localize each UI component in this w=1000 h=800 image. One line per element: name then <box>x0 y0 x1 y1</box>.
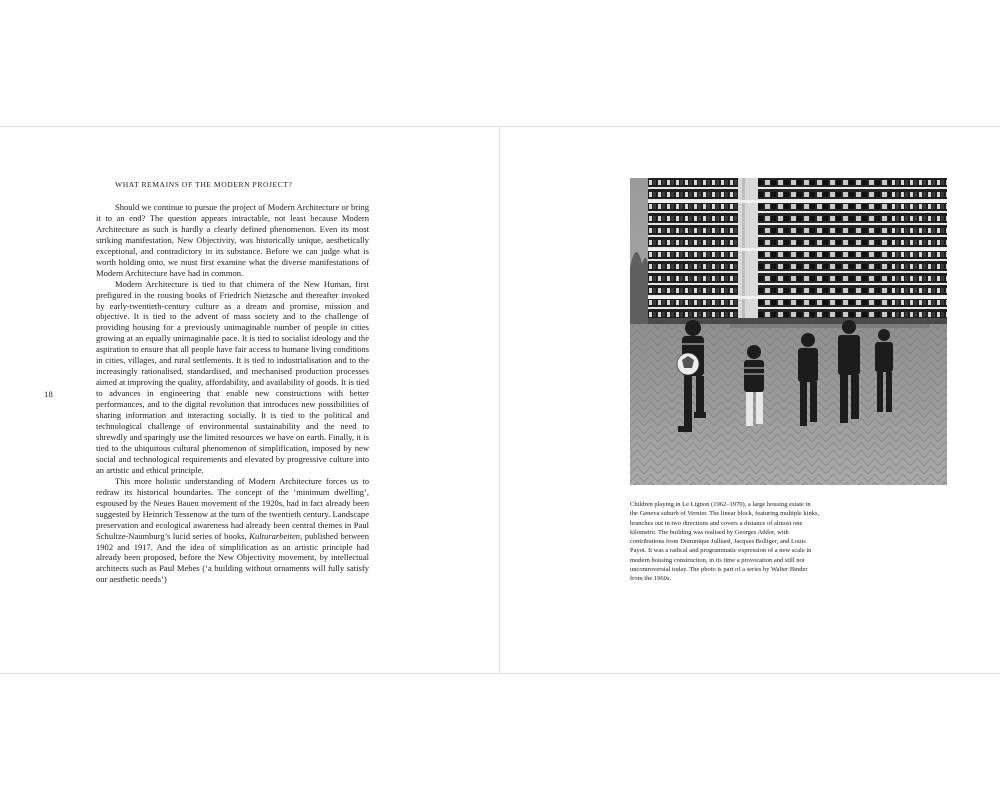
paragraph-2: Modern Architecture is tied to that chimera of the New Human, first prefigured in the rousing books of Friedrich Nietzsche and thereafter invoked by early-twentieth-century culture as a dream and promise, mission and objective. It is tied to the advent of mass society and to the challenge of providing housing for a previously unimaginable number of people in cities growing at an equally unimaginable pace. It is tied to socialist ideology and the aspiration to ensure that all people have fair access to humane living conditions in cities, villages, and rural settlements. It is tied to industrialisation and to the increasingly rationalised, standardised, and mechanised production processes aimed at improving the quality, affordability, and availability of goods. It is tied to advances in engineering that enable new constructions with better performances, and to the digital revolution that introduces new possibilities of sharing information and interacting socially. It is tied to the political and technological challenge of environmental sustainability and the need to shrewdly and sparingly use the limited resources we have on earth. Finally, it is tied to the ubiquitous cultural phenomenon of simplification, imposed by new social and technological requirements and elevated by progressive culture into an artistic and ethical principle. <box>96 278 369 475</box>
paragraph-1: Should we continue to pursue the project of Modern Architecture or bring it to an end? The question appears intractable, not least because Modern Architecture as such is hardly a clearly defined phenomenon. Even its most striking manifestation, New Objectivity, was historically unique, aesthetically exceptional, and contradictory in its substance. Before we can judge what is worth holding onto, we must first examine what the diverse manifestations of Modern Architecture have had in common. <box>96 201 369 278</box>
page-number: 18 <box>44 389 53 399</box>
body-text-column <box>96 180 369 585</box>
page-gutter <box>499 126 500 674</box>
paragraph-3-part-1: This more holistic understanding of Modern Architecture forces us to redraw its historical boundaries. The concept of the ‘minimum dwelling’, espoused by the Neues Bauen movement of the 1920s, had in fact already been suggested by Heinrich Tessenow at the turn of the twentieth century. Landscape preservation and ecological awareness had already been central themes in Paul Schultze-Naumburg’s lucid series of books, <box>96 475 369 541</box>
photo-le-lignon <box>630 178 947 485</box>
book-title-kulturarbeiten: Kulturarbeiten <box>249 530 301 541</box>
paragraph-3 <box>96 476 369 586</box>
paragraph-3-part-2: , published between 1902 and 1917. And the idea of simplification as an artistic principle had already been proposed, before the New Objectivity movement, by intellectual architects such as Paul Mebes (‘a building without ornaments will fully satisfy our aesthetic needs’) <box>96 530 369 585</box>
section-heading: WHAT REMAINS OF THE MODERN PROJECT? <box>115 180 293 189</box>
photo-caption: Children playing in Le Lignon (1962–1970), a large housing estate in the Geneva suburb of Vernier. The linear block, featuring multiple kinks, branches out in two directions and covers a distance of almost one kilometre. The building was realised by Georges Addor, with contributions from Dominique Julliard, Jacques Bolliger, and Louis Payot. It was a radical and programmatic expression of a new scale in modern housing construction, in its time a provocation and still not uncontroversial today. The photo is part of a series by Walter Binder from the 1960s. <box>630 501 820 583</box>
